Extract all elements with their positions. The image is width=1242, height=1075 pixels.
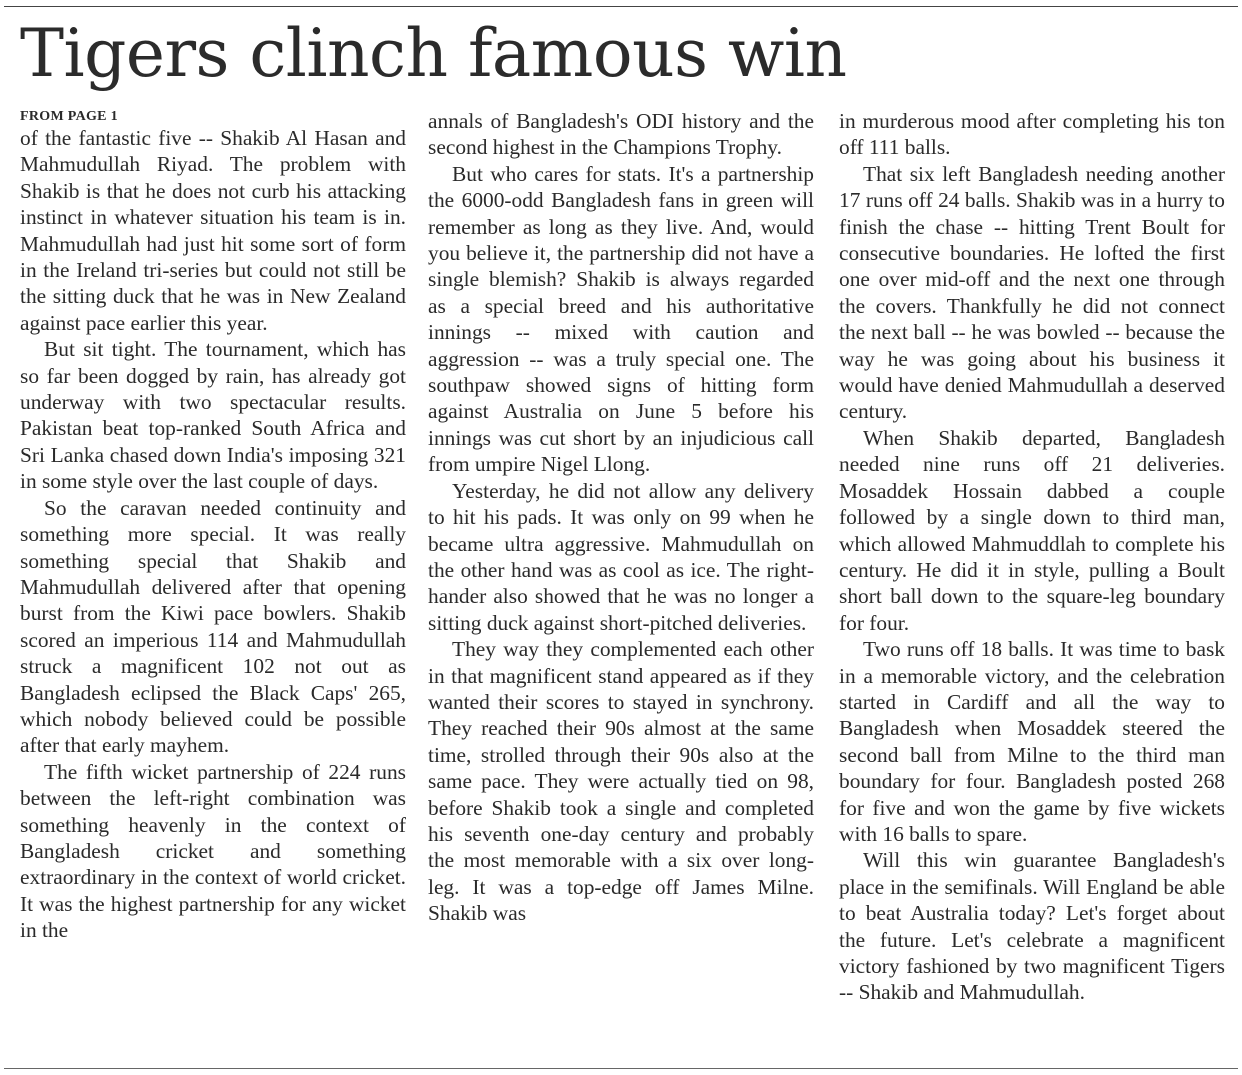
paragraph: That six left Bangladesh needing another 17 runs off 24 balls. Shakib was in a hurry to finish the chase -- hitting Trent Boult for consecutive boundaries. He lofted the first one over mid-off and the next one through the covers. Thankfully he did not connect the next ball -- he was bowled -- because the way he was going about his business it would have denied Mahmudullah a deserved century. <box>839 161 1225 424</box>
paragraph: But sit tight. The tournament, which has so far been dogged by rain, has already got underway with two spectacular results. Pakistan beat top-ranked South Africa and Sri Lanka chased down India's imposing 321 in some style over the last couple of days. <box>20 337 406 494</box>
headline: Tigers clinch famous win <box>20 15 847 92</box>
continued-from-kicker: FROM PAGE 1 <box>20 109 118 124</box>
paragraph: So the caravan needed continuity and something more special. It was really something special that Shakib and Mahmudullah delivered after that opening burst from the Kiwi pace bowlers. Shakib scored an imperious 114 and Mahmudullah struck a magnificent 102 not out as Bangladesh eclipsed the Black Caps' 265, which nobody believed could be possible after that early mayhem. <box>20 495 406 758</box>
paragraph: Will this win guarantee Bangladesh's place in the semifinals. Will England be able to beat Australia today? Let's forget about the future. Let's celebrate a magnificent victory fashioned by two magnificent Tigers -- Shakib and Mahmudullah. <box>839 848 1225 1005</box>
article-column-2 <box>428 108 814 927</box>
paragraph: of the fantastic five -- Shakib Al Hasan and Mahmudullah Riyad. The problem with Shakib is that he does not curb his attacking instinct in whatever situation his team is in. Mahmudullah had just hit some sort of form in the Ireland tri-series but could not still be the sitting duck that he was in New Zealand against pace earlier this year. <box>20 126 406 335</box>
paragraph: Yesterday, he did not allow any delivery to hit his pads. It was only on 99 when he became ultra aggressive. Mahmudullah on the other hand was as cool as ice. The right-hander also showed that he was no longer a sitting duck against short-pitched deliveries. <box>428 478 814 635</box>
paragraph: The fifth wicket partnership of 224 runs between the left-right combination was something heavenly in the context of Bangladesh cricket and something extraordinary in the context of world cricket. It was the highest partnership for any wicket in the <box>20 759 406 943</box>
paragraph: But who cares for stats. It's a partnership the 6000-odd Bangladesh fans in green will remember as long as they live. And, would you believe it, the partnership did not have a single blemish? Shakib is always regarded as a special breed and his authoritative innings -- mixed with caution and aggression -- was a truly special one. The southpaw showed signs of hitting form against Australia on June 5 before his innings was cut short by an injudicious call from umpire Nigel Llong. <box>428 161 814 477</box>
paragraph: in murderous mood after completing his ton off 111 balls. <box>839 109 1225 160</box>
top-rule <box>4 6 1238 7</box>
paragraph: Two runs off 18 balls. It was time to bask in a memorable victory, and the celebration started in Cardiff and all the way to Bangladesh when Mosaddek steered the second ball from Milne to the third man boundary for four. Bangladesh posted 268 for five and won the game by five wickets with 16 balls to spare. <box>839 637 1225 846</box>
article-column-1 <box>20 108 406 944</box>
paragraph: annals of Bangladesh's ODI history and the second highest in the Champions Trophy. <box>428 109 814 160</box>
bottom-rule <box>4 1068 1238 1069</box>
paragraph: When Shakib departed, Bangladesh needed nine runs off 21 deliveries. Mosaddek Hossain dabbed a couple followed by a single down to third man, which allowed Mahmuddlah to complete his century. He did it in style, pulling a Boult short ball down to the square-leg boundary for four. <box>839 425 1225 635</box>
paragraph: They way they complemented each other in that magnificent stand appeared as if they wanted their scores to stayed in synchrony. They reached their 90s almost at the same time, strolled through their 90s also at the same pace. They were actually tied on 98, before Shakib took a single and completed his seventh one-day century and probably the most memorable with a six over long-leg. It was a top-edge off James Milne. Shakib was <box>428 637 814 926</box>
article-column-3 <box>839 108 1225 1006</box>
